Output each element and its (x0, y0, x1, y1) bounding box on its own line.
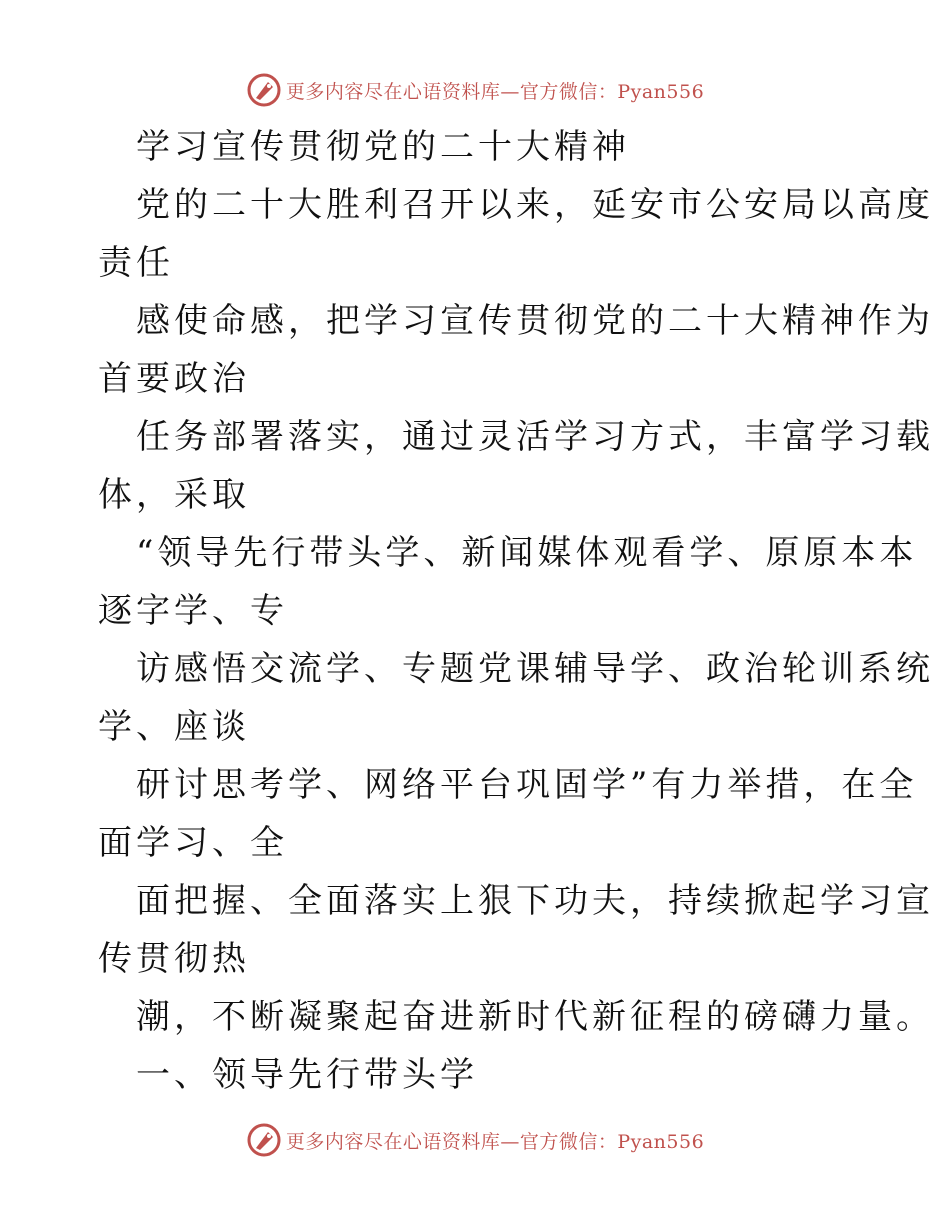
paragraph-line: 逐字学、专 (98, 591, 288, 631)
paragraph-line: 体，采取 (98, 475, 250, 515)
paragraph-line: 研讨思考学、网络平台巩固学”有力举措，在全 (136, 765, 918, 805)
watermark-wechat-id: Pyan556 (617, 1130, 705, 1153)
watermark-wechat-id: Pyan556 (617, 80, 705, 103)
paragraph-line: 面学习、全 (98, 823, 288, 863)
watermark-text: 更多内容尽在心语资料库—官方微信： (285, 80, 618, 103)
paragraph-line: 学、座谈 (98, 707, 250, 747)
paragraph-line: “领导先行带头学、新闻媒体观看学、原原本本 (136, 533, 918, 573)
paragraph-line: 责任 (98, 243, 174, 283)
paragraph-line: 感使命感，把学习宣传贯彻党的二十大精神作为 (136, 301, 934, 341)
paragraph-line: 潮，不断凝聚起奋进新时代新征程的磅礴力量。 (136, 997, 934, 1037)
red-pen-nib-logo-icon (246, 1122, 282, 1158)
paragraph-line: 党的二十大胜利召开以来，延安市公安局以高度 (136, 185, 934, 225)
watermark-text: 更多内容尽在心语资料库—官方微信： (285, 1130, 618, 1153)
paragraph-line: 传贯彻热 (98, 939, 250, 979)
red-pen-nib-logo-icon (246, 72, 282, 108)
paragraph-line: 面把握、全面落实上狠下功夫，持续掀起学习宣 (136, 881, 934, 921)
paragraph-line: 首要政治 (98, 359, 250, 399)
section-heading: 一、领导先行带头学 (136, 1055, 478, 1095)
header-watermark (0, 70, 950, 110)
document-title: 学习宣传贯彻党的二十大精神 (136, 127, 630, 167)
paragraph-line: 任务部署落实，通过灵活学习方式，丰富学习载 (136, 417, 934, 457)
paragraph-line: 访感悟交流学、专题党课辅导学、政治轮训系统 (136, 649, 934, 689)
footer-watermark (0, 1120, 950, 1160)
